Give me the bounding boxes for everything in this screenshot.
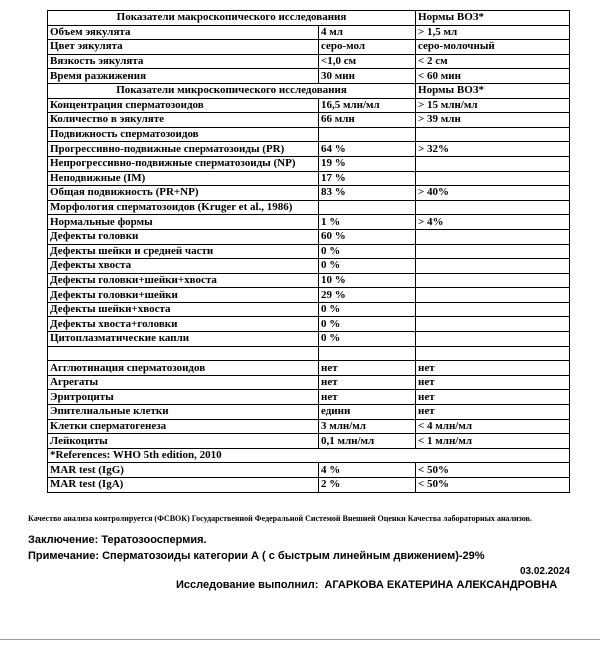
norm-cell: < 1 млн/мл [416,434,570,449]
result-cell: 2 % [319,478,416,493]
parameter-cell: Вязкость эякулята [48,54,319,69]
parameter-cell: Агрегаты [48,375,319,390]
result-cell [319,346,416,361]
norm-cell [416,332,570,347]
result-cell: 10 % [319,273,416,288]
result-cell: 4 % [319,463,416,478]
table-row [48,478,570,493]
parameter-cell: MAR test (IgG) [48,463,319,478]
table-row [48,113,570,128]
norm-cell: нет [416,361,570,376]
norm-cell [416,273,570,288]
parameter-cell: Дефекты головки+шейки+хвоста [48,273,319,288]
performed-by-name: АГАРКОВА ЕКАТЕРИНА АЛЕКСАНДРОВНА [324,579,558,591]
table-row [48,259,570,274]
table-row [48,127,570,142]
norm-cell: > 39 млн [416,113,570,128]
table-row [48,69,570,84]
result-cell: 19 % [319,156,416,171]
result-cell: нет [319,375,416,390]
table-row [48,171,570,186]
table-row [48,405,570,420]
result-cell: 16,5 млн/мл [319,98,416,113]
references-cell: *References: WHO 5th edition, 2010 [48,448,570,463]
norm-cell: < 60 мин [416,69,570,84]
semen-analysis-table [47,10,570,493]
table-row [48,463,570,478]
table-row [48,288,570,303]
parameter-cell: Лейкоциты [48,434,319,449]
table-row [48,332,570,347]
norm-header-cell: Нормы ВОЗ* [416,83,570,98]
result-cell: 30 мин [319,69,416,84]
table-row [48,361,570,376]
performed-by-label: Исследование выполнил: [176,579,319,591]
norm-cell: нет [416,375,570,390]
result-cell [319,127,416,142]
result-cell: нет [319,390,416,405]
table-section-header [48,83,570,98]
result-cell: 66 млн [319,113,416,128]
table-row [48,273,570,288]
norm-cell: > 40% [416,186,570,201]
norm-cell: серо-молочный [416,40,570,55]
parameter-cell: Эритроциты [48,390,319,405]
table-row [48,448,570,463]
parameter-cell: Агглютинация сперматозоидов [48,361,319,376]
norm-cell [416,127,570,142]
parameter-cell: Концентрация сперматозоидов [48,98,319,113]
norm-cell [416,171,570,186]
result-cell: 0 % [319,332,416,347]
table-row [48,25,570,40]
parameter-cell: Время разжижения [48,69,319,84]
table-section-header [48,11,570,26]
result-cell: 83 % [319,186,416,201]
parameter-cell: Непрогрессивно-подвижные сперматозоиды (NP) [48,156,319,171]
result-cell: 0,1 млн/мл [319,434,416,449]
result-cell: серо-мол [319,40,416,55]
parameter-cell: Дефекты хвоста [48,259,319,274]
table-row [48,186,570,201]
page-divider [0,639,600,640]
note: Примечание: Сперматозоиды категории А ( с быстрым линейным движением)-29% [28,550,485,562]
parameter-cell: Клетки сперматогенеза [48,419,319,434]
norm-cell: > 1,5 мл [416,25,570,40]
parameter-cell: Цвет эякулята [48,40,319,55]
norm-cell: нет [416,390,570,405]
parameter-cell: Дефекты шейки и средней части [48,244,319,259]
norm-cell [416,200,570,215]
table-row [48,156,570,171]
result-cell: 0 % [319,302,416,317]
result-cell: 4 мл [319,25,416,40]
parameter-cell: Дефекты шейки+хвоста [48,302,319,317]
parameter-cell: Морфология сперматозоидов (Kruger et al., 1986) [48,200,319,215]
conclusion: Заключение: Тератозооспермия. [28,534,207,546]
parameter-cell: Нормальные формы [48,215,319,230]
norm-cell [416,156,570,171]
parameter-cell: Эпителиальные клетки [48,405,319,420]
section-title-cell: Показатели макроскопического исследования [48,11,416,26]
parameter-cell: Объем эякулята [48,25,319,40]
result-cell: 3 млн/мл [319,419,416,434]
norm-cell: < 4 млн/мл [416,419,570,434]
norm-cell: < 50% [416,478,570,493]
norm-cell: < 50% [416,463,570,478]
norm-cell: > 4% [416,215,570,230]
parameter-cell: Дефекты хвоста+головки [48,317,319,332]
norm-header-cell: Нормы ВОЗ* [416,11,570,26]
result-cell [319,200,416,215]
table-row [48,215,570,230]
quality-control-note: Качество анализа контролируется (ФСВОК) Государственной Федеральной Системой Внешней Оценки Качества лабораторных анализов. [28,514,532,523]
parameter-cell: Подвижность сперматозоидов [48,127,319,142]
table-row [48,419,570,434]
norm-cell: нет [416,405,570,420]
table-row [48,200,570,215]
report-date: 03.02.2024 [519,566,570,577]
result-cell: 60 % [319,229,416,244]
result-cell: 29 % [319,288,416,303]
norm-cell [416,346,570,361]
result-cell: 0 % [319,244,416,259]
parameter-cell [48,346,319,361]
parameter-cell: Цитоплазматические капли [48,332,319,347]
parameter-cell: Дефекты головки+шейки [48,288,319,303]
table-row [48,390,570,405]
table-row [48,229,570,244]
table-row [48,142,570,157]
norm-cell [416,259,570,274]
parameter-cell: Неподвижные (IM) [48,171,319,186]
result-cell: 64 % [319,142,416,157]
parameter-cell: Прогрессивно-подвижные сперматозоиды (PR) [48,142,319,157]
table-row [48,375,570,390]
table-row [48,317,570,332]
parameter-cell: Общая подвижность (PR+NP) [48,186,319,201]
norm-cell [416,244,570,259]
table-row [48,98,570,113]
norm-cell [416,302,570,317]
result-cell: 17 % [319,171,416,186]
result-cell: <1,0 см [319,54,416,69]
norm-cell: < 2 см [416,54,570,69]
norm-cell: > 15 млн/мл [416,98,570,113]
table-row [48,434,570,449]
table-row [48,40,570,55]
table-row [48,244,570,259]
norm-cell [416,317,570,332]
result-cell: нет [319,361,416,376]
norm-cell [416,288,570,303]
parameter-cell: Дефекты головки [48,229,319,244]
norm-cell [416,229,570,244]
result-cell: 1 % [319,215,416,230]
norm-cell: > 32% [416,142,570,157]
result-cell: едини [319,405,416,420]
result-cell: 0 % [319,317,416,332]
parameter-cell: MAR test (IgA) [48,478,319,493]
table-row [48,54,570,69]
result-cell: 0 % [319,259,416,274]
table-row [48,346,570,361]
performed-by [176,579,557,591]
table-row [48,302,570,317]
parameter-cell: Количество в эякуляте [48,113,319,128]
section-title-cell: Показатели микроскопического исследования [48,83,416,98]
